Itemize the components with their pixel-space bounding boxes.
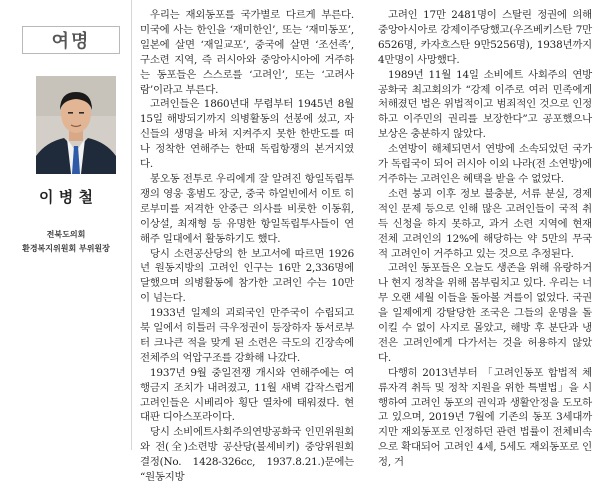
paragraph: 1989년 11월 14일 소비에트 사회주의 연방공화국 최고회의가 “강제 이주로 여러 민족에게 처해졌던 법은 위법적이고 범죄적인 것으로 인정하고 이주민의 권리를 보장한다”고 공포했으나 보상은 충분하지 않았다. xyxy=(378,68,592,141)
author-portrait-icon xyxy=(36,76,116,174)
paragraph: 당시 소비에트사회주의연방공화국 인민위원회와 전(全)소련방 공산당(볼셰비키) 중앙위원회 결정(No. 1428-326cc, 1937.8.21.)문에는 “원동지방 xyxy=(140,426,354,484)
author-sidebar xyxy=(0,0,132,450)
paragraph: 1933년 일제의 괴뢰국인 만주국이 수립되고 북 일에서 히틀러 극우정권이 등장하자 동서로부터 크나큰 적을 맞게 된 소련은 극도의 긴장속에 전체주의 억압구조를 강화해 나갔다. xyxy=(140,307,354,364)
article-column-1 xyxy=(140,8,354,484)
paragraph: 당시 소련공산당의 한 보고서에 따르면 1926년 원동지방의 고려인 인구는 16만 2,336명에 달했으며 의병활동에 참가한 고려인 수는 10만이 넘는다. xyxy=(140,247,354,305)
author-role: 환경복지위원회 부위원장 xyxy=(22,244,110,253)
column-heading: 여명 xyxy=(51,31,91,52)
paragraph: 우리는 재외동포를 국가별로 다르게 부른다. 미국에 사는 한인을 ‘재미한인’, 또는 ‘재미동포’, 일본에 살면 ‘재일교포’, 중국에 살면 ‘조선족’, 구소련 지역, 즉 러시아와 중앙아시아에 거주하는 동포들은 스스로를 ‘고려인’, 또는 ‘고려사람’이라고 부른다. xyxy=(140,9,354,96)
paragraph: 다행히 2013년부터 「고려인동포 합법적 체류자격 취득 및 정착 지원을 위한 특별법」을 시행하여 고려인 동포의 권익과 생활안정을 도모하고 있으며, 2019년 7월에 기존의 동포 3세대까지만 재외동포로 인정하던 관련 법률이 전체비속으로 확대되어 고려인 4세, 5세도 재외동포로 인정, 거 xyxy=(378,366,592,469)
column-heading-box xyxy=(22,26,120,54)
author-affiliation: 전북도의회 xyxy=(46,230,86,239)
paragraph: 봉오동 전투로 우리에게 잘 알려진 항일독립투쟁의 영웅 홍범도 장군, 중국 하얼빈에서 이토 히로부미를 저격한 안중근 의사를 비롯한 이동휘, 이상설, 최재형 등 유명한 항일독립투사들이 연해주 일대에서 활동하기도 했다. xyxy=(140,172,354,245)
article-column-2 xyxy=(378,8,592,469)
author-name: 이 병 철 xyxy=(39,188,93,206)
paragraph: 고려인들은 1860년대 무렵부터 1945년 8월 15일 해방되기까지 의병활동의 선봉에 섰고, 자신들의 생명을 바쳐 지켜주지 못한 한반도를 떠나 정착한 연해주는 한때 독립항쟁의 본거지였다. xyxy=(140,98,354,171)
paragraph: 소연방이 해체되면서 연방에 소속되었던 국가가 독립국이 되어 러시아 이외 나라(전 소연방)에 거주하는 고려인은 혜택을 받을 수 없었다. xyxy=(378,143,592,185)
paragraph: 1937년 9월 중일전쟁 개시와 연해주에는 여행금지 조치가 내려졌고, 11월 새벽 갑작스럽게 고려인들은 시베리아 횡단 열차에 태워졌다. 현대판 디아스포라이다. xyxy=(140,366,354,424)
paragraph: 고려인 동포들은 오늘도 생존을 위해 유랑하거나 현지 정착을 위해 몸부림치고 있다. 우리는 너무 오랜 세월 이들을 돌아볼 겨를이 없었다. 국권을 일제에게 강탈당한 조국은 그들의 운명을 돌이킬 수 없이 사지로 몰았고, 해방 후 분단과 냉전은 고려인에게 다가서는 것을 허용하지 않았다. xyxy=(378,262,592,364)
paragraph: 고려인 17만 2481명이 스탈린 정권에 의해 중앙아시아로 강제이주당했고(우즈베키스탄 7만 6526명, 카자흐스탄 9만5256명), 1938년까지 4만명이 사망했다. xyxy=(378,9,592,66)
author-photo xyxy=(36,76,116,174)
paragraph: 소련 붕괴 이후 정보 불충분, 서류 분실, 경제적인 문제 등으로 인해 많은 고려인들이 국적 취득 신청을 하지 못하고, 과거 소련 지역에 현재 전체 고려인의 12%에 해당하는 약 5만의 무국적 고려인이 거주하고 있는 것으로 추정된다. xyxy=(378,187,592,260)
